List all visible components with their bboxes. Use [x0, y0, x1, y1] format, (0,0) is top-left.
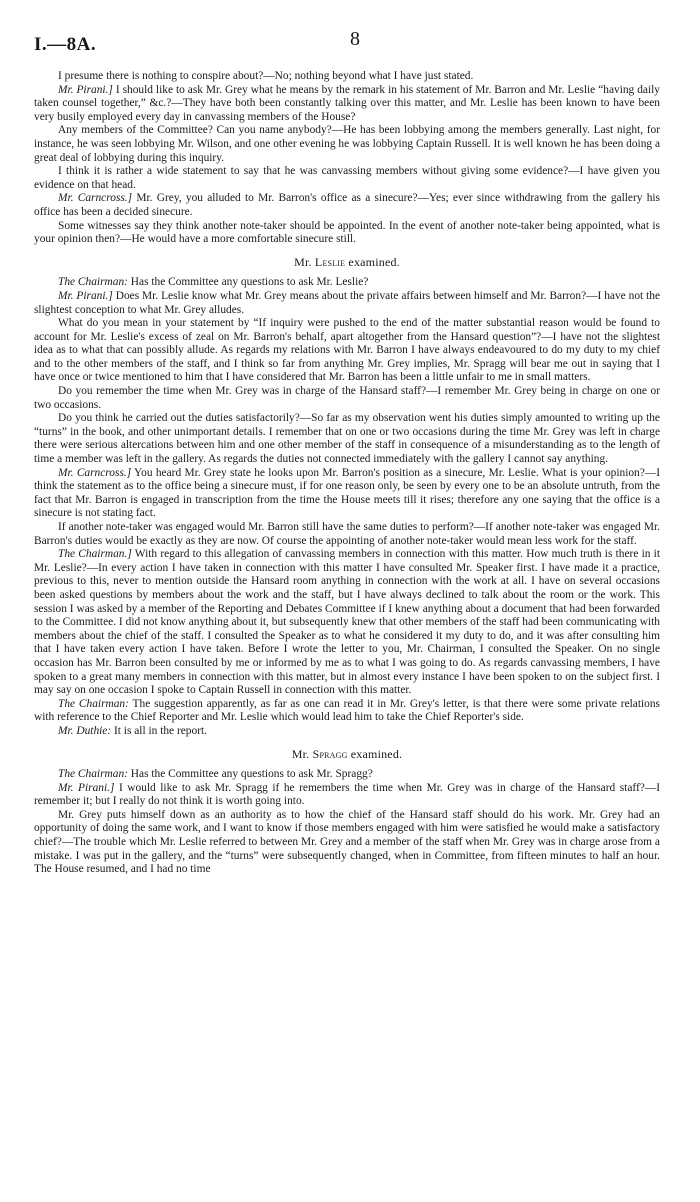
page-identifier: I.—8A.	[34, 34, 97, 55]
page-number: 8	[350, 28, 360, 50]
page-header	[34, 28, 660, 70]
heading-prefix: Mr.	[294, 254, 315, 269]
paragraph-text: What do you mean in your statement by “If inquiry were pushed to the end of the matter substantial reason would be found to account for Mr. Leslie's excess of zeal on Mr. Barron's behalf, apart altogether from the Hansard question”?—I have not the slightest idea as to what that can possibly allude. As regards my relations with Mr. Barron I have always endeavoured to do my duty to my chief and to the other members of the staff, and I think so far from anything Mr. Grey implies, Mr. Spragg will bear me out in saying that I have once or twice mentioned to him that I have considered that Mr. Barron has been a little unfair to me in small matters.	[34, 317, 660, 384]
paragraph-text: Do you remember the time when Mr. Grey was in charge of the Hansard staff?—I remember Mr. Grey being in charge on one or two occasions.	[34, 385, 660, 411]
paragraph-text: I would like to ask Mr. Spragg if he remembers the time when Mr. Grey was in charge of the Hansard staff?—I remember it; but I really do not think it is worth going into.	[34, 781, 660, 808]
document-body	[34, 70, 660, 877]
speaker-label: Mr. Carncross.]	[58, 466, 132, 479]
speaker-label: Mr. Carncross.]	[58, 192, 133, 205]
speaker-label: The Chairman:	[58, 768, 128, 781]
heading-suffix: examined.	[347, 746, 403, 761]
testimony-paragraph	[34, 782, 660, 809]
paragraph-text: Mr. Grey, you alluded to Mr. Barron's office as a sinecure?—Yes; ever since withdrawing from the gallery his office has been a decided sinecure.	[34, 192, 660, 218]
testimony-paragraph	[34, 192, 660, 219]
testimony-paragraph	[34, 124, 660, 165]
speaker-label: Mr. Pirani.]	[58, 83, 113, 96]
witness-heading	[34, 748, 660, 762]
testimony-paragraph	[34, 768, 660, 782]
speaker-label: Mr. Pirani.]	[58, 781, 115, 794]
paragraph-text: If another note-taker was engaged would Mr. Barron still have the same duties to perform?—If another note-taker was engaged Mr. Barron's duties would be exactly as they are now. Of course the appointing of another note-taker would mean less work for the staff.	[34, 521, 660, 547]
heading-suffix: examined.	[345, 254, 400, 269]
heading-witness-name: Spragg	[312, 746, 348, 761]
testimony-paragraph	[34, 70, 660, 84]
testimony-paragraph	[34, 809, 660, 877]
paragraph-text: I think it is rather a wide statement to say that he was canvassing members without giving some evidence?—I have given you evidence on that head.	[34, 165, 660, 191]
heading-witness-name: Leslie	[314, 254, 346, 269]
heading-prefix: Mr.	[291, 746, 313, 761]
testimony-paragraph	[34, 165, 660, 192]
paragraph-text: Some witnesses say they think another note-taker should be appointed. In the event of another note-taker being appointed, what is your opinion then?—He would have a more comfortable sinecure still.	[34, 219, 660, 246]
paragraph-text: You heard Mr. Grey state he looks upon Mr. Barron's position as a sinecure, Mr. Leslie. What is your opinion?—I think the statement as to the office being a sinecure must, if for one reason only, be seen by every one to be an absolute untruth, from the fact that Mr. Barron is engaged in transcription from the time the House meets till it rises; therefore any one saying that the office is a sinecure is not stating fact.	[34, 466, 660, 520]
testimony-paragraph	[34, 548, 660, 698]
paragraph-text: I should like to ask Mr. Grey what he means by the remark in his statement of Mr. Barron and Mr. Leslie “having daily taken counsel together,” &c.?—They have both been constantly talking over this matter, and Mr. Leslie has been known to have been very busily employed every day in canvassing members of the House?	[34, 83, 660, 123]
witness-heading	[34, 256, 660, 270]
testimony-paragraph	[34, 290, 660, 317]
testimony-paragraph	[34, 725, 660, 739]
testimony-paragraph	[34, 412, 660, 466]
testimony-paragraph	[34, 521, 660, 548]
paragraph-text: With regard to this allegation of canvassing members in connection with this matter. How much truth is there in it Mr. Leslie?—In every action I have taken in connection with this matter I have consulted Mr. Speaker first. I have made it a practice, previous to this, never to mention outside the Hansard room anything in connection with the work at all. I have on several occasions been asked questions by members about the work and the staff, but I have always declined to talk about the room or the work. This session I was asked by a member of the Reporting and Debates Committee if I knew anything about a document that had been forwarded to the Committee. I did not know anything about it, but subsequently knew that other members of the staff had been communicating with members about the chief of the staff. I consulted the Speaker as to what he considered it my duty to do, and it was after consulting him that I have taken every action I have taken. Before I wrote the letter to you, Mr. Chairman, I consulted the Speaker. On no single occasion has Mr. Barron been consulted by me or informed by me as to what I was going to do. As regards canvassing members, I have spoken to a great many members in connection with this matter, but in almost every instance I have been spoken to on the subject first. I may say on one occasion I spoke to Captain Russell in connection with this matter.	[34, 548, 660, 697]
testimony-paragraph	[34, 276, 660, 290]
testimony-paragraph	[34, 385, 660, 412]
paragraph-text: Does Mr. Leslie know what Mr. Grey means about the private affairs between himself and Mr. Barron?—I have not the slightest conception to what Mr. Grey alludes.	[34, 289, 660, 316]
speaker-label: Mr. Duthie:	[58, 724, 112, 737]
paragraph-text: Has the Committee any questions to ask Mr. Spragg?	[127, 768, 373, 781]
paragraph-text: I presume there is nothing to conspire about?—No; nothing beyond what I have just stated.	[58, 70, 474, 82]
paragraph-text: It is all in the report.	[111, 724, 208, 737]
speaker-label: The Chairman:	[58, 276, 128, 289]
testimony-paragraph	[34, 220, 660, 247]
paragraph-text: Has the Committee any questions to ask Mr. Leslie?	[127, 276, 369, 289]
testimony-paragraph	[34, 467, 660, 521]
testimony-paragraph	[34, 84, 660, 125]
speaker-label: The Chairman.]	[58, 548, 132, 561]
paragraph-text: Do you think he carried out the duties satisfactorily?—So far as my observation went his duties simply amounted to writing up the “turns” in the book, and other unimportant details. I remember that on one or two occasions during the time Mr. Grey was left in charge there were serious altercations between him and one other member of the staff in consequence of a misunderstanding as to the length of time a member was left in the gallery. As regards the duties not connected immediately with the gallery I cannot say anything.	[34, 412, 660, 466]
testimony-paragraph	[34, 698, 660, 725]
speaker-label: The Chairman:	[58, 697, 129, 710]
paragraph-text: Any members of the Committee? Can you name anybody?—He has been lobbying among the members generally. Last night, for instance, he was seen lobbying Mr. Wilson, and one other evening he was lobbying Captain Russell. It is well known he has been doing a great deal of lobbying during this inquiry.	[34, 124, 660, 164]
speaker-label: Mr. Pirani.]	[58, 289, 113, 302]
paragraph-text: Mr. Grey puts himself down as an authority as to how the chief of the Hansard staff should do his work. Mr. Grey had an opportunity of doing the same work, and I want to know if those members engaged with him were satisfied he would make a satisfactory chief?—The trouble which Mr. Leslie referred to between Mr. Grey and a member of the staff when Mr. Grey was in charge arose from a mistake. I was put in the gallery, and the “turns” were subsequently changed, when in Committee, from fifteen minutes to half an hour. The House resumed, and I had no time	[34, 808, 660, 876]
testimony-paragraph	[34, 317, 660, 385]
paragraph-text: The suggestion apparently, as far as one can read it in Mr. Grey's letter, is that there were some private relations with reference to the Chief Reporter and Mr. Leslie which would lead him to take the Chief Reporter's side.	[34, 697, 660, 724]
